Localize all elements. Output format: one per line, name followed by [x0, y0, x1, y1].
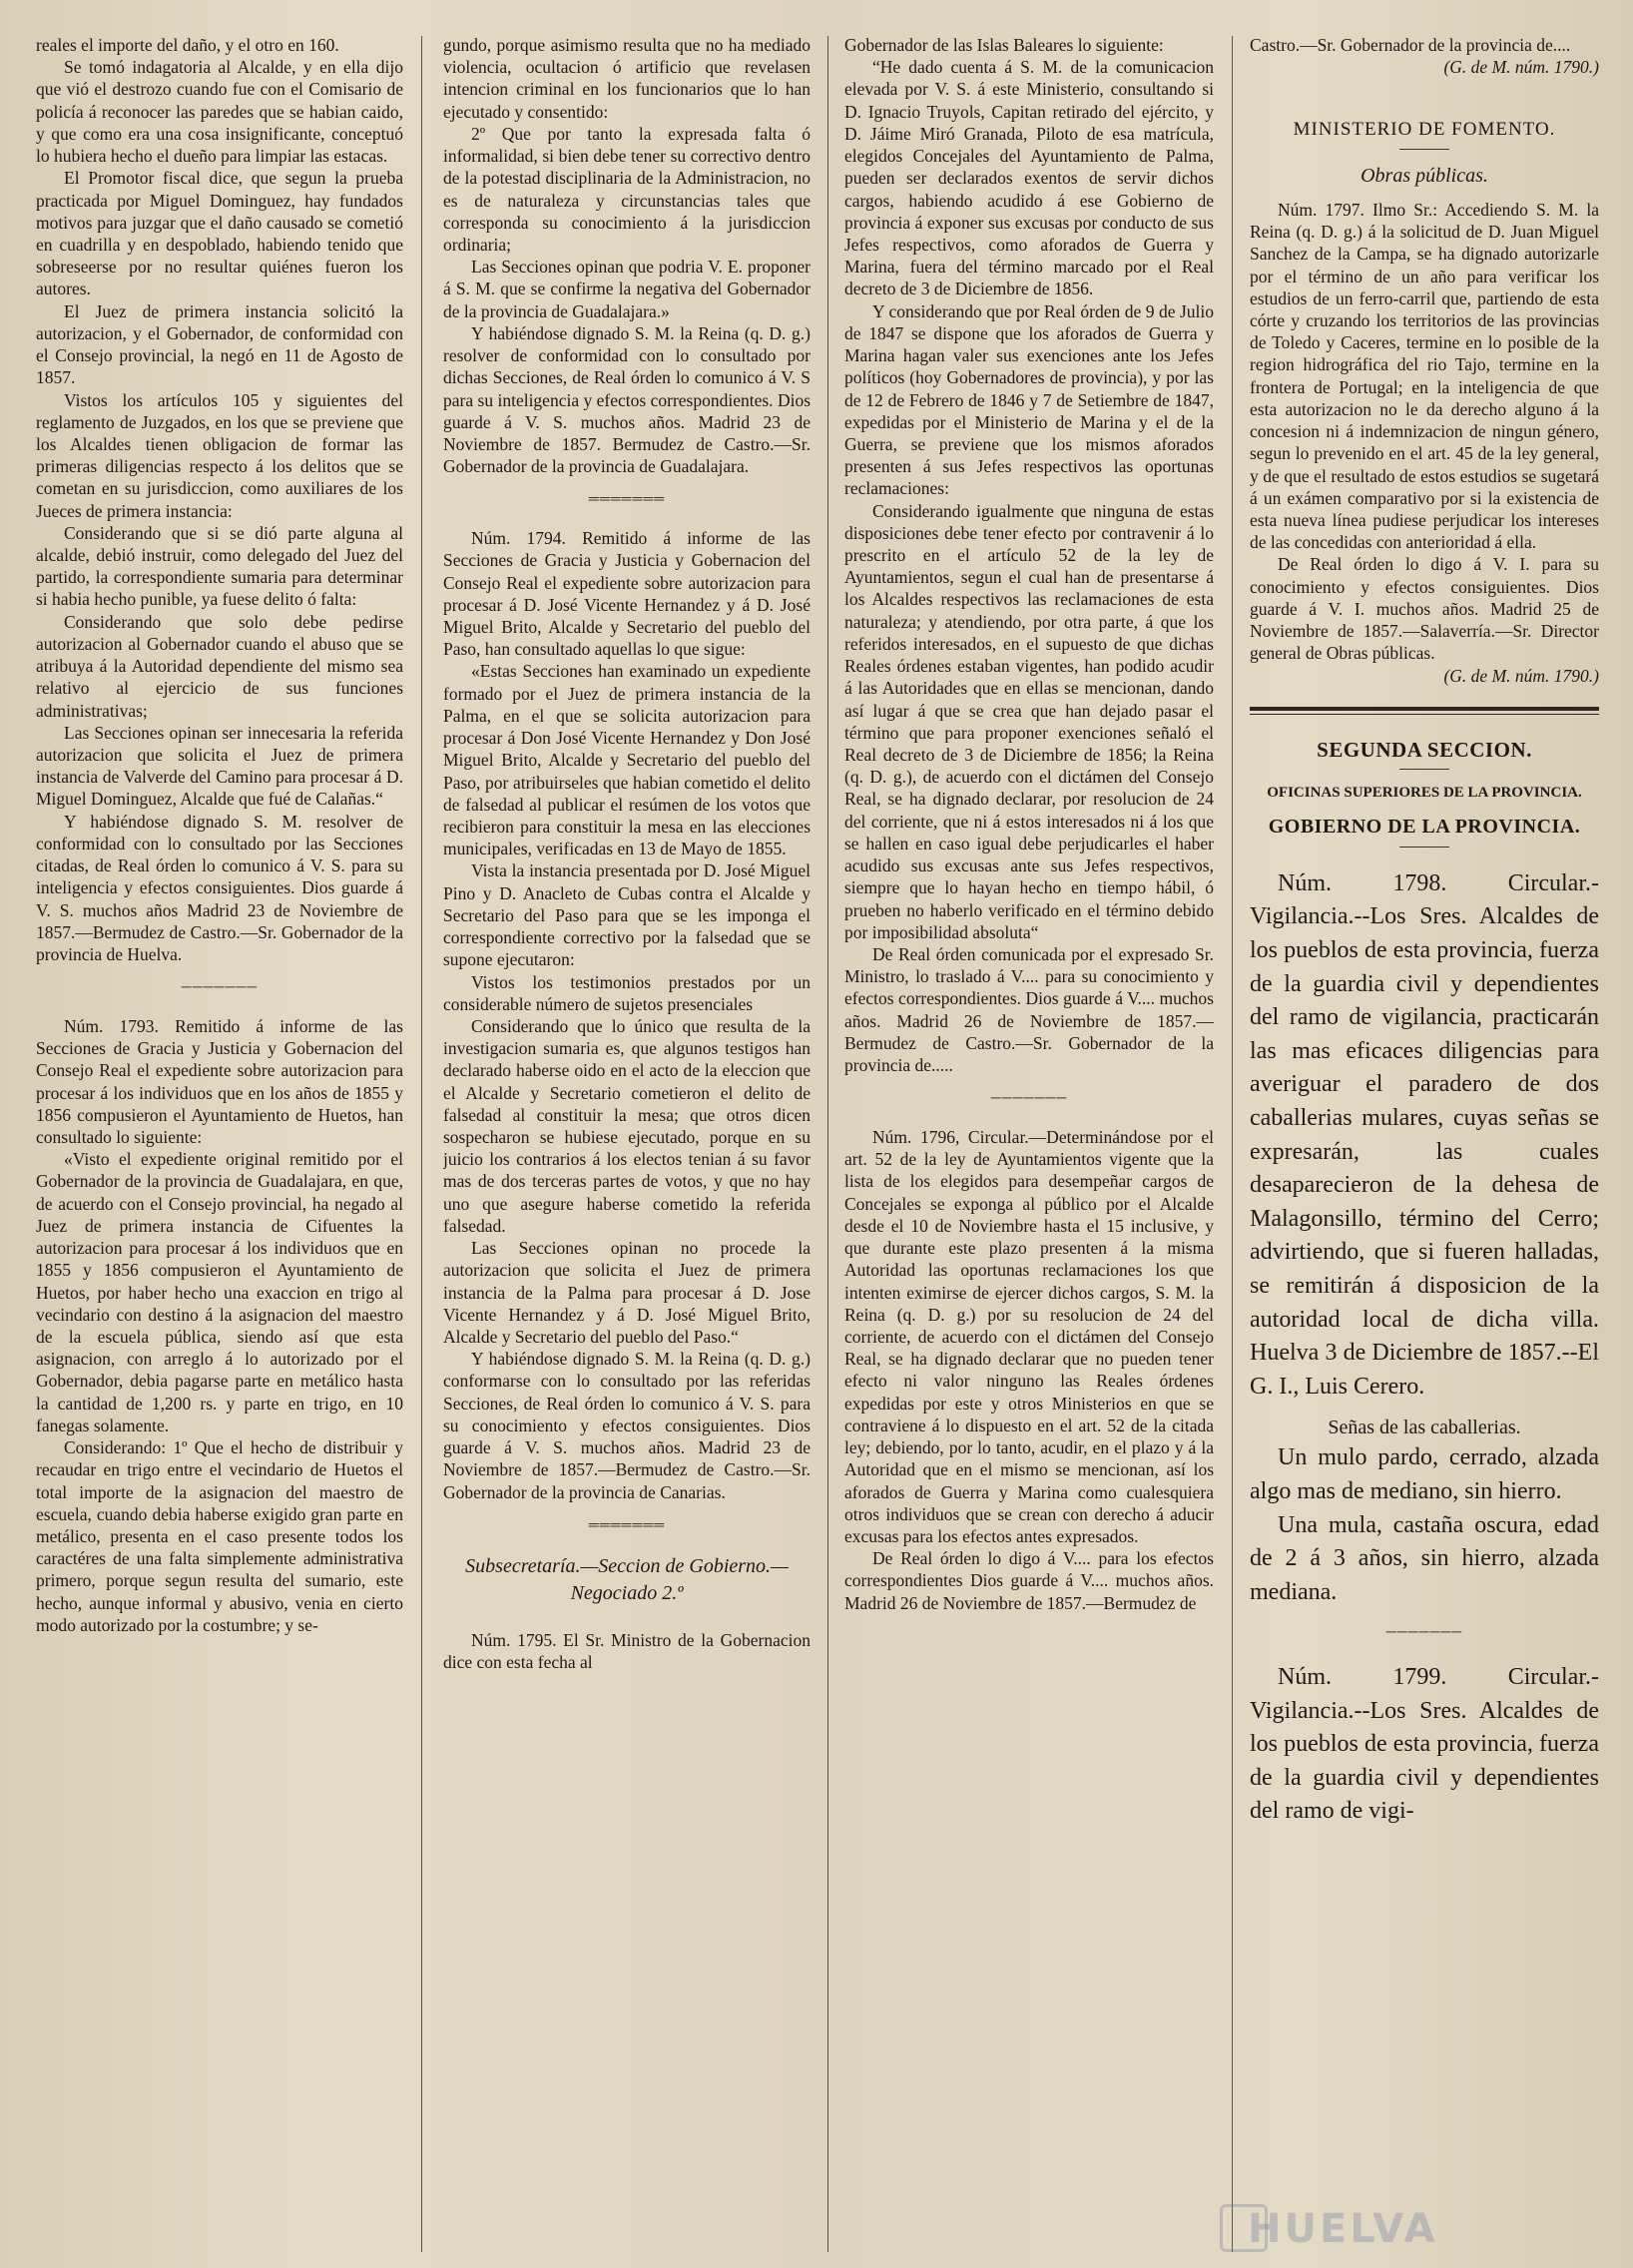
citation: (G. de M. núm. 1790.): [1443, 665, 1599, 686]
paragraph: El Juez de primera instancia solicitó la autorizacion, y el Gobernador, de conformidad con el Consejo provincial, la negó en 11 de Agosto de 1857.: [36, 300, 403, 388]
paragraph: Las Secciones opinan que podria V. E. proponer á S. M. que se confirme la negativa del Gobernador de la provincia de Guadalajara.»: [443, 257, 811, 321]
paragraph: Considerando: 1º Que el hecho de distribuir y recaudar en trigo entre el vecindario de Huetos el total importe de la asignacion del maestro de escuela, cuando debia haberse exigido gran parte en metálico, presenta en el caso presente todos los caractéres de una falta simplemente administrativa primero, porque segun resulta del sumario, este hecho, aunque informal y abusivo, venia en cierto modo autorizado por la costumbre; y se-: [36, 1437, 403, 1635]
large-type-block: [1250, 867, 1599, 1829]
paragraph: Las Secciones opinan no procede la autorizacion que solicita el Juez de primera instancia de la Palma para procesar á D. Jose Vicente Hernandez y á D. José Miguel Brito, Alcalde y Secretario del pueblo del Paso.“: [443, 1238, 811, 1348]
column-rule: [421, 36, 422, 2252]
paragraph: gundo, porque asimismo resulta que no ha mediado violencia, ocultacion ó artificio que revelasen intencion criminal en los funcionarios que lo han ejecutado y consentido:: [443, 35, 811, 122]
column-2: [443, 34, 811, 2255]
separator-ornament: ═══════: [588, 1517, 666, 1533]
paragraph: Castro.—Sr. Gobernador de la provincia de....: [1250, 35, 1571, 55]
paragraph: Considerando igualmente que ninguna de estas disposiciones debe tener efecto por contravenir á lo prescrito en el artículo 52 de la ley de Ayuntamientos, segun el cual han de presentarse á los Alcaldes respectivos las reclamaciones de esta naturaleza; y atendiendo, por otra parte, á que los referidos interesados, en el supuesto de que dichas Reales órdenes estaban vigentes, han podido acudir á las Autoridades que en ellas se mencionan, dando así lugar á que se crea que han dejado pasar el término que para proponer exenciones señaló el Real decreto de 3 de Diciembre de 1856; la Reina (q. D. g.), de acuerdo con el dictámen del Consejo Real, se ha dignado declarar, por resolucion de 24 del corriente, que ni á estos interesados ni á los que se hallen en caso igual debe perjudicarles el haber acudido sus excusas ante sus Jefes respectivos, siempre que lo hayan hecho en tiempo hábil, ó prueben no haberlo verificado en el término debido por imposibilidad absoluta“: [844, 500, 1214, 942]
column-1: [36, 34, 403, 2255]
paragraph: Una mula, castaña oscura, edad de 2 á 3 años, sin hierro, alzada mediana.: [1250, 1511, 1599, 1605]
paragraph: Núm. 1799. Circular.-Vigilancia.--Los Sres. Alcaldes de los pueblos de esta provincia, fuerza de la guardia civil y dependientes del ramo de vigi-: [1250, 1663, 1599, 1825]
paragraph: Vista la instancia presentada por D. José Miguel Pino y D. Anacleto de Cubas contra el Alcalde y Secretario del Paso para que se les imponga el correspondiente correctivo por la falsedad que se supone ejecutaron:: [443, 860, 811, 970]
paragraph: Núm. 1798. Circular.-Vigilancia.--Los Sres. Alcaldes de los pueblos de esta provincia, fuerza de la guardia civil y dependientes del ramo de vigilancia, practicarán las mas eficaces diligencias para averiguar el paradero de dos caballerias mulares, cuyas señas se expresarán, las cuales desaparecieron de la dehesa de Malagonsillo, término del Cerro; advirtiendo, que si fueren halladas, se remitirán á disposicion de la autoridad local de dicha villa. Huelva 3 de Diciembre de 1857.--El G. I., Luis Cerero.: [1250, 869, 1599, 1400]
paragraph: El Promotor fiscal dice, que segun la prueba practicada por Miguel Dominguez, hay fundados motivos para juzgar que el daño causado se cometió en cuadrilla y en despoblado, habiendo tenido que sobreseerse por no resultar quiénes fueron los autores.: [36, 168, 403, 299]
citation: (G. de M. núm. 1790.): [1443, 57, 1599, 78]
paragraph: Y habiéndose dignado S. M. la Reina (q. D. g.) conformarse con lo consultado por las referidas Secciones, de Real órden lo comunico á V. S. para su conocimiento y efectos consiguientes. Dios guarde á V. S. muchos años. Madrid 23 de Noviembre de 1857.—Bermudez de Castro.—Sr. Gobernador de la provincia de Canarias.: [443, 1349, 811, 1502]
paragraph: De Real órden lo digo á V. I. para su conocimiento y efectos consiguientes. Dios guarde á V. I. muchos años. Madrid 25 de Noviembre de 1857.—Salaverría.—Sr. Director general de Obras públicas.: [1250, 554, 1599, 664]
paragraph: Y habiéndose dignado S. M. la Reina (q. D. g.) resolver de conformidad con lo consultado por dichas Secciones, de Real órden lo comunico á V. S para su inteligencia y efectos correspondientes. Dios guarde á V. S. muchos años. Madrid 23 de Noviembre de 1857. Bermudez de Castro.—Sr. Gobernador de la provincia de Guadalajara.: [443, 322, 811, 477]
separator-ornament: ═══════: [588, 492, 666, 508]
column-3: [844, 34, 1214, 2255]
column-4: [1250, 34, 1599, 2255]
paragraph: Núm. 1794. Remitido á informe de las Secciones de Gracia y Justicia y Gobernacion del Consejo Real el expediente sobre autorizacion para procesar á D. José Vicente Hernandez y á D. José Miguel Brito, Alcalde y Secretario del pueblo del Paso, han consultado aquellas lo que sigue:: [443, 528, 811, 660]
paragraph: Y habiéndose dignado S. M. resolver de conformidad con lo consultado por las Secciones citadas, de Real órden lo comunico á V. S. para su inteligencia y efectos consiguientes. Dios guarde á V. S. muchos años Madrid 23 de Noviembre de 1857.—Bermudez de Castro.—Sr. Gobernador de la provincia de Huelva.: [36, 811, 403, 964]
paragraph: “He dado cuenta á S. M. de la comunicacion elevada por V. S. á este Ministerio, consultando si D. Ignacio Truyols, Capitan retirado del ejército, y D. Jáime Miró Granada, Piloto de esa matrícula, elegidos Concejales del Ayuntamiento de Palma, pueden ser declarados exentos de servir dichos cargos, habiendo acudido á ese Gobierno de provincia á exponer sus excusas por conducto de sus Jefes respectivos, como aforados de Guerra y Marina, fuera del término marcado por el Real decreto de 3 de Diciembre de 1856.: [844, 57, 1214, 299]
subheading: Señas de las caballerias.: [1328, 1417, 1521, 1439]
divider: [1399, 847, 1449, 848]
paragraph: Núm. 1797. Ilmo Sr.: Accediendo S. M. la Reina (q. D. g.) á la solicitud de D. Juan Miguel Sanchez de la Campa, se ha dignado autorizarle por el término de un año para verificar los estudios de un ferro-carril que, partiendo de esta córte y cruzando los territorios de las provincias de Toledo y Caceres, termine en lo posible de la region hidrográfica del rio Tajo, termine en la frontera de Portugal; en la inteligencia de que esta autorizacion no le da derecho alguno á la concesion ni á indemnizacion de ningun género, segun lo prevenido en el art. 45 de la ley general, y de que el resultado de estos estudios se sugetará á un exámen comparativo por si la existencia de esta nueva línea pudiese perjudicar los intereses de las concedidas con anterioridad á ella.: [1250, 199, 1599, 553]
divider: [1399, 769, 1449, 770]
paragraph: Y considerando que por Real órden de 9 de Julio de 1847 se dispone que los aforados de Guerra y Marina hagan valer sus exenciones ante los Jefes políticos (hoy Gobernadores de provincia), y por las de 12 de Febrero de 1846 y 7 de Setiembre de 1847, expedidas por el Ministerio de Marina y el de la Guerra, se previene que los mismos aforados presenten á sus Jefes respectivos las oportunas reclamaciones:: [844, 300, 1214, 499]
watermark: HUELVA: [1248, 2206, 1438, 2252]
thick-divider: [1250, 707, 1599, 715]
offices-heading: OFICINAS SUPERIORES DE LA PROVINCIA.: [1267, 785, 1582, 802]
paragraph: Se tomó indagatoria al Alcalde, y en ella dijo que vió el destrozo cuando fue con el Comisario de policía á reconocer las paredes que se habian caido, y que como era una cosa insignificante, conceptuó lo hubiera hecho el dueño para limpiar las estacas.: [36, 57, 403, 167]
paragraph: De Real órden comunicada por el expresado Sr. Ministro, lo traslado á V.... para su conocimiento y efectos correspondientes. Dios guarde á V.... muchos años. Madrid 26 de Noviembre de 1857.—Bermudez de Castro.—Sr. Gobernador de la provincia de.....: [844, 943, 1214, 1076]
section-subheading: Obras públicas.: [1361, 164, 1488, 187]
paragraph: Gobernador de las Islas Baleares lo siguiente:: [844, 35, 1164, 55]
paragraph: Considerando que solo debe pedirse autorizacion al Gobernador cuando el abuso que se atribuya á la Autoridad dependiente del mismo sea relativo al ejercicio de sus funciones administrativas;: [36, 611, 403, 721]
separator-ornament: ───────: [1385, 1625, 1463, 1641]
paragraph: Las Secciones opinan ser innecesaria la referida autorizacion que solicita el Juez de primera instancia de Valverde del Camino para procesar á D. Miguel Dominguez, Alcalde que fué de Calañas.“: [36, 722, 403, 810]
separator-ornament: ───────: [990, 1091, 1068, 1107]
paragraph: Vistos los testimonios prestados por un considerable número de sujetos presenciales: [443, 971, 811, 1014]
paragraph: «Visto el expediente original remitido por el Gobernador de la provincia de Guadalajara, en que, de acuerdo con el Consejo provincial, ha negado al Juez de primera instancia de Cifuentes la autorizacion para procesar á los individuos que en 1855 y 1856 compusieron el Ayuntamiento de Huetos, por haber hecho una exaccion en trigo al vecindario con destino á la asignacion del maestro de la escuela pública, siendo así que esta asignacion, con arreglo á lo autorizado por el Gobernador, debia pagarse parte en metálico hasta la cantidad de 1,200 rs. y parte en trigo, en 10 fanegas solamente.: [36, 1149, 403, 1435]
paragraph: Considerando que lo único que resulta de la investigacion sumaria es, que algunos testigos han declarado haberse oido en el acto de la eleccion que el Alcalde y Secretario cometieron el delito de falsedad al constituir la mesa; que otros dicen sospecharon se hubiese ejecutado, porque en su juicio los contrarios á los electos tenian á su favor mas de dos terceras partes de votos, y que no hay uno que asegure haberse cometido la referida falsedad.: [443, 1015, 811, 1236]
separator-ornament: ───────: [181, 980, 259, 996]
paragraph: Núm. 1796, Circular.—Determinándose por el art. 52 de la ley de Ayuntamientos vigente que la lista de los elegidos para desempeñar cargos de Concejales se exponga al público por el Alcalde desde el 10 de Noviembre hasta el 15 inclusive, y que durante este plazo presenten á la misma Autoridad las oportunas reclamaciones los que intenten eximirse de ejercer dichos cargos, S. M. la Reina (q. D. g.) por su resolucion de 24 del corriente, de acuerdo con el dictámen del Consejo Real, se ha dignado declarar que no pueden tener efecto ni valor ninguno las Reales órdenes expedidas por este y otros Ministerios en que se contraviene á lo dispuesto en el art. 52 de la citada ley; debiendo, por lo tanto, acudir, en el plazo y á la Autoridad que en el mismo se mencionan, así los aforados de Guerra y Marina como cualesquiera otros individuos que se crean con derecho á aducir excusas para los efectos antes expresados.: [844, 1127, 1214, 1546]
paragraph: 2º Que por tanto la expresada falta ó informalidad, si bien debe tener su correctivo dentro de la potestad disciplinaria de la Administracion, no es de naturaleza y circunstancias tales que corresponda su conocimiento á la jurisdiccion ordinaria;: [443, 123, 811, 255]
divider: [1399, 149, 1449, 150]
section-subheading: Subsecretaría.—Seccion de Gobierno.—Negociado 2.º: [465, 1554, 789, 1604]
paragraph: De Real órden lo digo á V.... para los efectos correspondientes Dios guarde á V.... muchos años. Madrid 26 de Noviembre de 1857.—Bermudez de: [844, 1548, 1214, 1613]
paragraph: Considerando que si se dió parte alguna al alcalde, debió instruir, como delegado del Juez del partido, la correspondiente sumaria para determinar si habia hecho punible, ya fuese delito ó falta:: [36, 522, 403, 610]
section-heading: SEGUNDA SECCION.: [1317, 737, 1532, 762]
ministry-heading: MINISTERIO DE FOMENTO.: [1293, 119, 1556, 141]
paragraph: reales el importe del daño, y el otro en 160.: [36, 35, 339, 55]
column-rule: [827, 36, 828, 2252]
column-rule: [1232, 36, 1233, 2252]
government-heading: GOBIERNO DE LA PROVINCIA.: [1268, 816, 1581, 839]
paragraph: «Estas Secciones han examinado un expediente formado por el Juez de primera instancia de la Palma, en el que se solicita autorizacion para procesar á Don José Vicente Hernandez y Don José Miguel Brito, Alcalde y Secretario del pueblo del Paso, por atribuirseles que habian cometido el delito de falsedad al publicar el resúmen de los votos que recibieron para constituir la mesa en las elecciones municipales, verificadas en 13 de Mayo de 1855.: [443, 661, 811, 859]
paragraph: Núm. 1795. El Sr. Ministro de la Gobernacion dice con esta fecha al: [443, 1629, 811, 1672]
paragraph: Vistos los artículos 105 y siguientes del reglamento de Juzgados, en los que se previene que los Alcaldes tienen obligacion de formar las primeras diligencias respecto á los delitos que se cometan en su jurisdiccion, como auxiliares de los Jueces de primera instancia:: [36, 389, 403, 521]
paragraph: Un mulo pardo, cerrado, alzada algo mas de mediano, sin hierro.: [1250, 1444, 1599, 1504]
paragraph: Núm. 1793. Remitido á informe de las Secciones de Gracia y Justicia y Gobernacion del Consejo Real el expediente sobre autorizacion para procesar á los individuos que en los años de 1855 y 1856 compusieron el Ayuntamiento de Huetos, han consultado lo siguiente:: [36, 1015, 403, 1148]
